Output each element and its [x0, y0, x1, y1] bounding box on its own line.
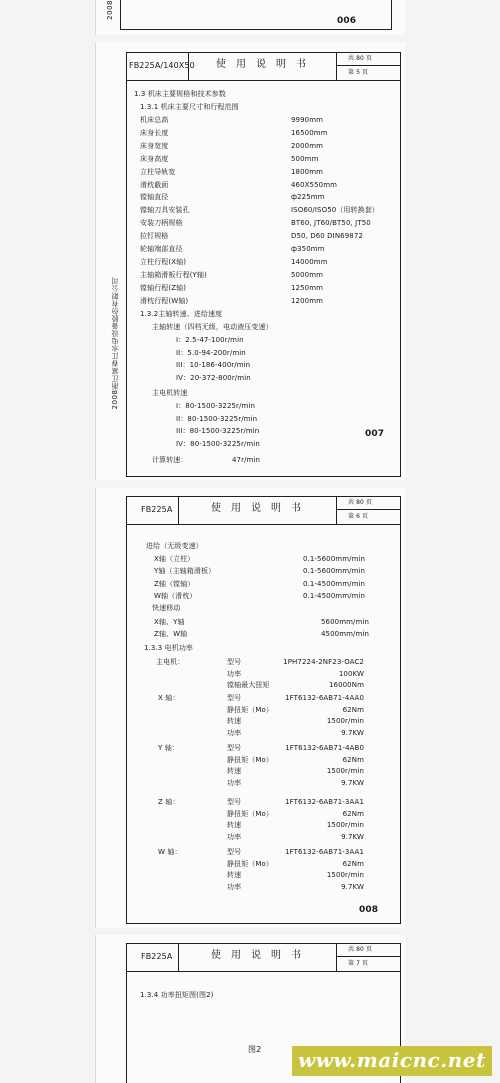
spindle-speed: IV：20-372-800r/min: [176, 373, 251, 382]
spindle-speed: III：10-186-400r/min: [176, 361, 251, 369]
spec-value: 1800mm: [291, 167, 324, 176]
header-separator: [178, 496, 179, 524]
calc-speed-label: 计算转速：: [152, 456, 188, 464]
motor-param-value: 9.7KW: [341, 778, 364, 787]
feed-value: 0.1-4500mm/min: [303, 579, 366, 588]
feed-heading: 进给（无级变速）: [146, 542, 203, 550]
spindle-heading: 主轴转速（四档无级，电动液压变速）: [152, 323, 273, 331]
total-pages: 共 80 页: [348, 499, 373, 506]
motor-param-value: 100KW: [338, 669, 364, 678]
motor-param-value: 1500r/min: [326, 871, 364, 880]
motor-param-value: 1PH7224-2NF23-OAC2: [283, 658, 364, 666]
motor-param-label: 功率: [227, 669, 242, 678]
page-number: 006: [337, 16, 357, 26]
watermark-banner: [292, 1046, 492, 1076]
header-divider: [126, 971, 401, 972]
spec-label: 立柱行程(X轴): [140, 257, 187, 266]
header-separator: [336, 496, 337, 524]
motor-param-value: 1500r/min: [326, 767, 364, 776]
rapid-label: X轴、Y轴: [154, 618, 185, 626]
spec-label: 床身宽度: [140, 141, 169, 150]
motor-name: 主电机：: [156, 658, 185, 666]
header-separator: [336, 52, 337, 80]
motor-param-label: 功率: [227, 728, 242, 737]
motor-heading: 主电机转速: [152, 389, 188, 397]
model-code: FB225A: [141, 505, 173, 514]
section-heading: 1.3.1 机床主要尺寸和行程范围: [140, 103, 239, 111]
model-code: FB225A: [141, 952, 173, 961]
page-index: 第 6 页: [348, 513, 369, 520]
total-pages: 共 80 页: [348, 55, 373, 62]
feed-value: 0.1-4500mm/min: [303, 591, 366, 600]
motor-param-value: 1FT6132-6AB71-3AA1: [285, 848, 364, 856]
model-code: FB225A/140X50: [129, 61, 195, 70]
motor-param-label: 静扭矩（Mo）: [227, 755, 274, 764]
spec-value: 16500mm: [291, 128, 328, 137]
motor-speed: IV：80-1500-3225r/min: [176, 439, 260, 448]
spec-value: ф350mm: [291, 245, 325, 253]
motor-name: Y 轴：: [158, 744, 179, 752]
spindle-speed: I：2.5-47-100r/min: [176, 336, 244, 344]
motor-param-label: 功率: [227, 832, 242, 841]
company-side-text: 2008浙江富春江水电设备股份有限公司: [111, 277, 119, 410]
motor-param-value: 9.7KW: [341, 832, 364, 841]
spec-label: 滑枕行程(W轴): [140, 296, 189, 305]
total-pages: 共 80 页: [348, 946, 373, 953]
motor-speed: III：80-1500-3225r/min: [176, 427, 260, 435]
motor-param-label: 镗轴最大扭矩: [227, 681, 270, 690]
motor-param-value: 62Nm: [342, 705, 364, 714]
spec-value: BT60, JT60/BT50, JT50: [291, 219, 371, 228]
calc-speed-value: 47r/min: [232, 456, 261, 464]
section-heading: 1.3.4 功率扭矩图(图2): [140, 991, 214, 999]
spec-label: 安装刀柄规格: [140, 219, 183, 228]
section-heading: 1.3 机床主要规格和技术参数: [134, 90, 226, 98]
motor-param-label: 型号: [227, 744, 242, 752]
motor-param-value: 1500r/min: [326, 717, 364, 726]
spec-value: 500mm: [291, 154, 319, 163]
feed-label: X轴（立柱）: [154, 555, 195, 563]
motor-param-value: 9.7KW: [341, 728, 364, 737]
motor-param-label: 型号: [227, 694, 242, 702]
spec-label: 床身长度: [140, 128, 169, 137]
page-index: 第 5 页: [348, 69, 369, 76]
document-title: 使用说明书: [211, 503, 311, 514]
header-divider: [336, 65, 401, 66]
motor-param-value: 1FT6132-6AB71-4AA0: [285, 694, 364, 702]
spec-value: 460X550mm: [291, 180, 338, 189]
motor-param-value: 62Nm: [342, 755, 364, 764]
document-page-2: [95, 488, 405, 928]
document-page-0: [95, 0, 405, 35]
rapid-value: 5600mm/min: [321, 618, 370, 626]
motor-param-label: 转速: [227, 767, 242, 776]
motor-name: Z 轴：: [158, 798, 180, 806]
rapid-heading: 快速移动: [152, 604, 181, 612]
motor-param-label: 转速: [227, 821, 242, 830]
feed-label: Z轴（镗轴）: [154, 579, 195, 588]
motor-param-label: 静扭矩（Mo）: [227, 705, 274, 714]
feed-value: 0.1-5600mm/min: [303, 555, 366, 563]
motor-name: W 轴：: [158, 848, 182, 856]
motor-param-value: 1FT6132-6AB71-3AA1: [285, 798, 364, 806]
motor-param-label: 静扭矩（Mo）: [227, 809, 274, 818]
header-divider: [336, 509, 401, 510]
document-title: 使用说明书: [211, 950, 311, 961]
page-index: 第 7 页: [348, 960, 369, 967]
motor-speed: II：80-1500-3225r/min: [176, 414, 258, 423]
spec-value: 1200mm: [291, 296, 324, 305]
motor-param-label: 静扭矩（Mo）: [227, 859, 274, 868]
spec-label: 床身高度: [140, 154, 169, 163]
motor-param-value: 62Nm: [342, 859, 364, 868]
spec-value: ф225mm: [291, 193, 325, 202]
spec-value: D50, D60 DIN69872: [291, 232, 363, 241]
motor-param-value: 9.7KW: [341, 882, 364, 891]
spec-value: 9990mm: [291, 116, 324, 124]
spec-label: 镗轴刀具安装孔: [140, 206, 190, 215]
motor-param-label: 功率: [227, 778, 242, 787]
spec-value: 2000mm: [291, 141, 324, 150]
spec-value: 1250mm: [291, 283, 324, 292]
page-number: 008: [359, 905, 379, 915]
motor-param-label: 功率: [227, 882, 242, 891]
motor-param-value: 1FT6132-6AB71-4AB0: [285, 744, 364, 752]
motor-param-value: 1500r/min: [326, 821, 364, 830]
motor-param-label: 型号: [227, 848, 242, 856]
spec-label: 机床总高: [140, 116, 169, 124]
spec-value: 14000mm: [291, 257, 328, 266]
spec-label: 滑枕截面: [140, 180, 169, 189]
rapid-label: Z轴、W轴: [154, 630, 188, 639]
section-heading: 1.3.2主轴转速、进给速度: [140, 310, 223, 318]
spec-value: ISO60/ISO50（用转换套）: [291, 206, 379, 215]
figure-caption: 图2: [248, 1045, 262, 1054]
motor-param-value: 62Nm: [342, 809, 364, 818]
feed-label: Y轴（主轴箱滑板）: [154, 567, 216, 576]
feed-value: 0.1-5600mm/min: [303, 567, 366, 576]
page-number: 007: [365, 429, 385, 439]
watermark-text: www.maicnc.net: [298, 1048, 486, 1072]
side-text: 2008: [106, 0, 114, 20]
header-separator: [336, 943, 337, 971]
spec-label: 拉钉规格: [140, 232, 169, 241]
motor-param-label: 转速: [227, 871, 242, 880]
spec-label: 轮轴端部直径: [140, 245, 183, 253]
rapid-value: 4500mm/min: [321, 630, 370, 639]
feed-label: W轴（滑枕）: [154, 591, 197, 600]
motor-param-label: 型号: [227, 798, 242, 806]
motor-param-label: 型号: [227, 658, 242, 666]
spec-label: 镗轴行程(Z轴): [140, 283, 187, 292]
header-divider: [126, 80, 401, 81]
spindle-speed: II：5.0-94-200r/min: [176, 348, 246, 357]
motor-speed: I：80-1500-3225r/min: [176, 402, 255, 410]
document-page-1: [95, 42, 405, 480]
power-heading: 1.3.3 电机功率: [144, 644, 194, 652]
spec-label: 主轴箱滑板行程(Y轴): [140, 270, 207, 279]
spec-label: 镗轴直径: [140, 193, 169, 202]
header-divider: [126, 524, 401, 525]
header-separator: [178, 943, 179, 971]
motor-param-value: 16000Nm: [328, 681, 364, 690]
spec-value: 5000mm: [291, 270, 324, 279]
document-title: 使用说明书: [216, 59, 316, 70]
motor-param-label: 转速: [227, 717, 242, 726]
spec-label: 立柱导轨宽: [140, 167, 176, 176]
header-divider: [336, 956, 401, 957]
motor-name: X 轴：: [158, 694, 180, 702]
